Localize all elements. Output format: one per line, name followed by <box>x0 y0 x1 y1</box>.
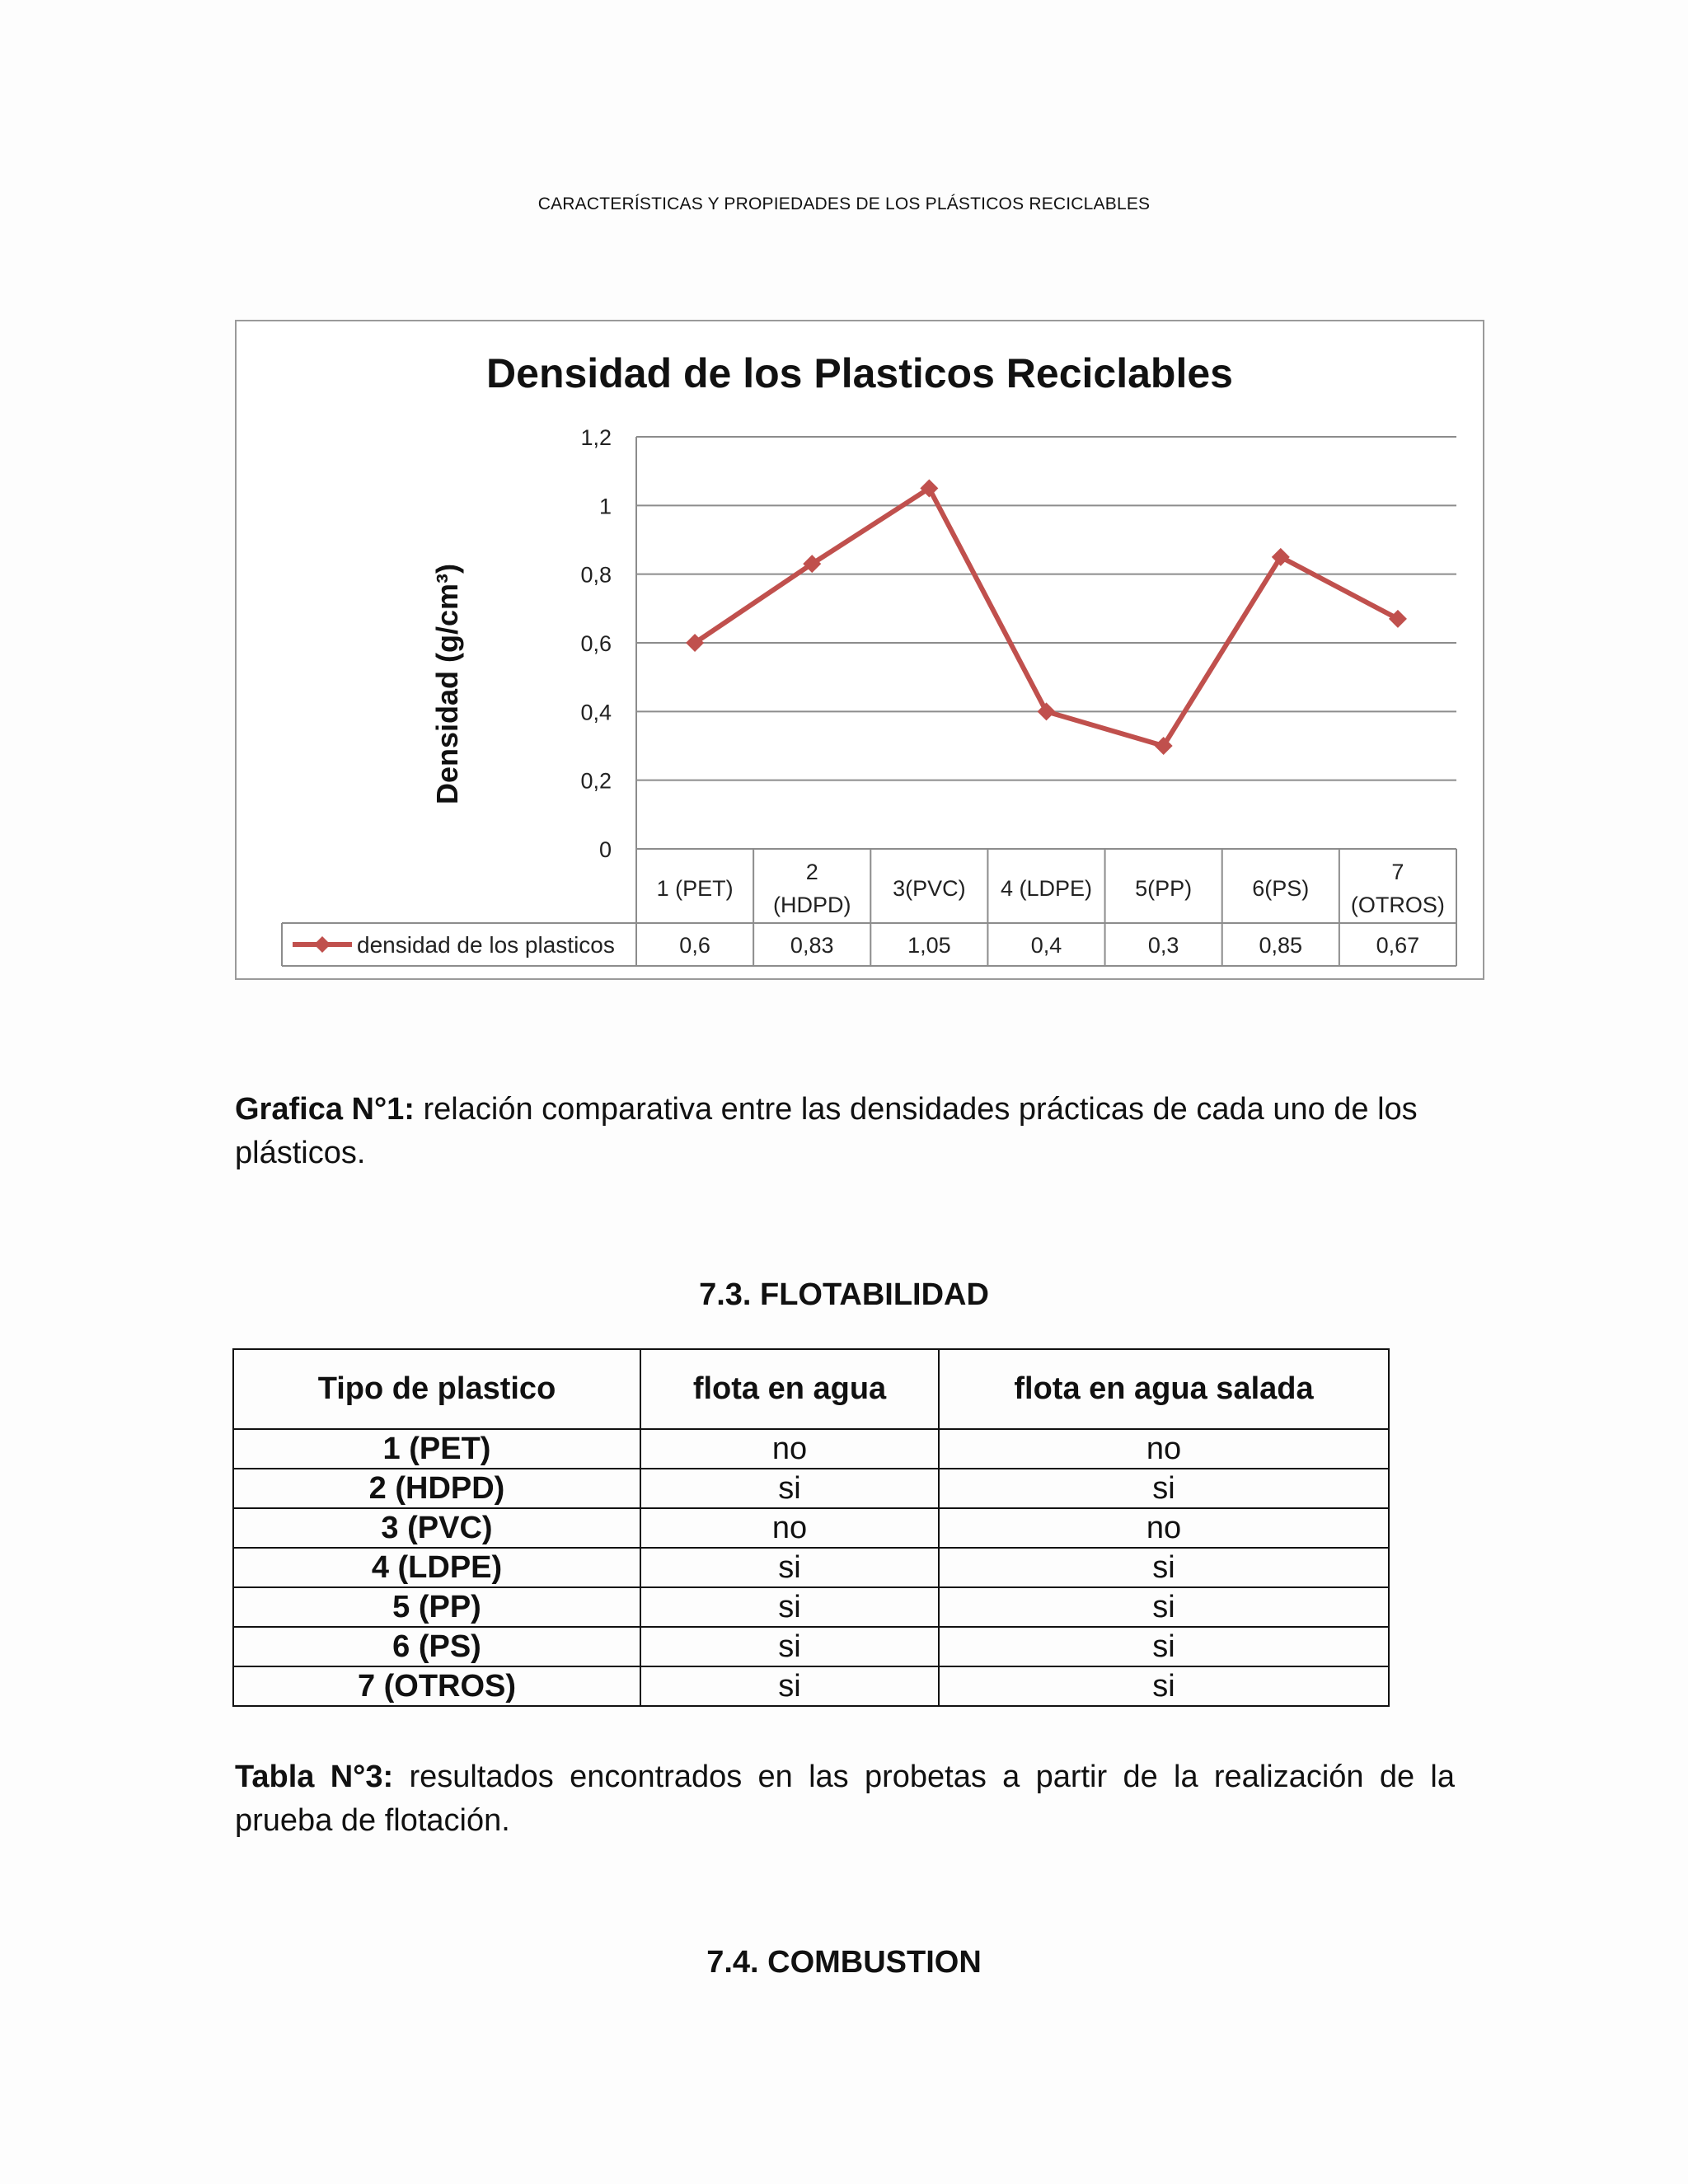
table-caption-label: Tabla N°3: <box>235 1760 394 1794</box>
floats-saltwater-cell: no <box>939 1429 1389 1469</box>
section-heading-flotabilidad: 7.3. FLOTABILIDAD <box>699 1277 989 1312</box>
chart-caption-text: relación comparativa entre las densidades prácticas de cada uno de los plásticos. <box>235 1092 1418 1170</box>
x-tick-label: 7 <box>1391 860 1404 884</box>
floats-water-cell: si <box>640 1587 939 1627</box>
x-tick-label: 3(PVC) <box>893 876 966 901</box>
legend-marker-swatch <box>314 936 331 953</box>
floats-water-cell: no <box>640 1429 939 1469</box>
table-caption <box>235 1755 1455 1843</box>
floats-saltwater-cell: si <box>939 1469 1389 1508</box>
data-point-marker <box>1389 610 1407 628</box>
data-table-value: 0,85 <box>1259 933 1303 958</box>
data-table-value: 0,4 <box>1030 933 1062 958</box>
floats-saltwater-cell: no <box>939 1508 1389 1548</box>
plastic-type-cell: 1 (PET) <box>233 1429 640 1469</box>
floats-water-cell: si <box>640 1627 939 1666</box>
legend-label: densidad de los plasticos <box>357 932 615 958</box>
density-chart-svg <box>237 321 1483 978</box>
floats-saltwater-cell: si <box>939 1627 1389 1666</box>
table-header-cell: flota en agua <box>640 1349 939 1429</box>
data-point-marker <box>1038 702 1056 720</box>
floats-water-cell: si <box>640 1548 939 1587</box>
table-row <box>233 1508 1389 1548</box>
table-row <box>233 1548 1389 1587</box>
plastic-type-cell: 6 (PS) <box>233 1627 640 1666</box>
chart-title: Densidad de los Plasticos Reciclables <box>486 350 1233 396</box>
data-table-value: 0,67 <box>1376 933 1420 958</box>
x-tick-label: 5(PP) <box>1135 876 1193 901</box>
density-chart <box>235 320 1484 980</box>
floats-saltwater-cell: si <box>939 1548 1389 1587</box>
floats-saltwater-cell: si <box>939 1587 1389 1627</box>
table-header-cell: flota en agua salada <box>939 1349 1389 1429</box>
x-tick-label: 2 <box>805 860 818 884</box>
floats-water-cell: si <box>640 1469 939 1508</box>
y-tick-label: 0 <box>598 837 612 862</box>
plastic-type-cell: 7 (OTROS) <box>233 1666 640 1706</box>
plastic-type-cell: 3 (PVC) <box>233 1508 640 1548</box>
plastic-type-cell: 5 (PP) <box>233 1587 640 1627</box>
plastic-type-cell: 2 (HDPD) <box>233 1469 640 1508</box>
table-row <box>233 1666 1389 1706</box>
data-table-value: 0,83 <box>790 933 834 958</box>
table-row <box>233 1587 1389 1627</box>
section-heading-combustion: 7.4. COMBUSTION <box>706 1945 982 1980</box>
chart-caption <box>235 1088 1455 1175</box>
y-tick-label: 0,6 <box>580 631 612 656</box>
table-row <box>233 1429 1389 1469</box>
data-table-value: 0,6 <box>679 933 710 958</box>
x-tick-label: 6(PS) <box>1252 876 1310 901</box>
table-caption-text: resultados encontrados en las probetas a partir de la realización de la prueba de flotación. <box>235 1760 1455 1838</box>
floats-saltwater-cell: si <box>939 1666 1389 1706</box>
plastic-type-cell: 4 (LDPE) <box>233 1548 640 1587</box>
table-row <box>233 1627 1389 1666</box>
floats-water-cell: si <box>640 1666 939 1706</box>
data-table-value: 0,3 <box>1147 933 1179 958</box>
y-tick-label: 1 <box>598 494 612 519</box>
table-header-row <box>233 1349 1389 1429</box>
floats-water-cell: no <box>640 1508 939 1548</box>
x-tick-label: 4 (LDPE) <box>1000 876 1093 901</box>
x-tick-label: (HDPD) <box>772 893 851 917</box>
flotation-table <box>232 1348 1390 1707</box>
y-axis-label: Densidad (g/cm³) <box>430 563 464 805</box>
y-tick-label: 0,8 <box>580 562 612 588</box>
table-header-cell: Tipo de plastico <box>233 1349 640 1429</box>
y-tick-label: 0,2 <box>580 768 612 794</box>
x-tick-label: 1 (PET) <box>656 876 734 901</box>
page-header: CARACTERÍSTICAS Y PROPIEDADES DE LOS PLÁSTICOS RECICLABLES <box>537 194 1151 213</box>
table-row <box>233 1469 1389 1508</box>
x-tick-label: (OTROS) <box>1350 893 1445 917</box>
y-tick-label: 0,4 <box>580 700 612 725</box>
data-table-value: 1,05 <box>907 933 951 958</box>
chart-caption-label: Grafica N°1: <box>235 1092 415 1127</box>
y-tick-label: 1,2 <box>580 425 612 450</box>
